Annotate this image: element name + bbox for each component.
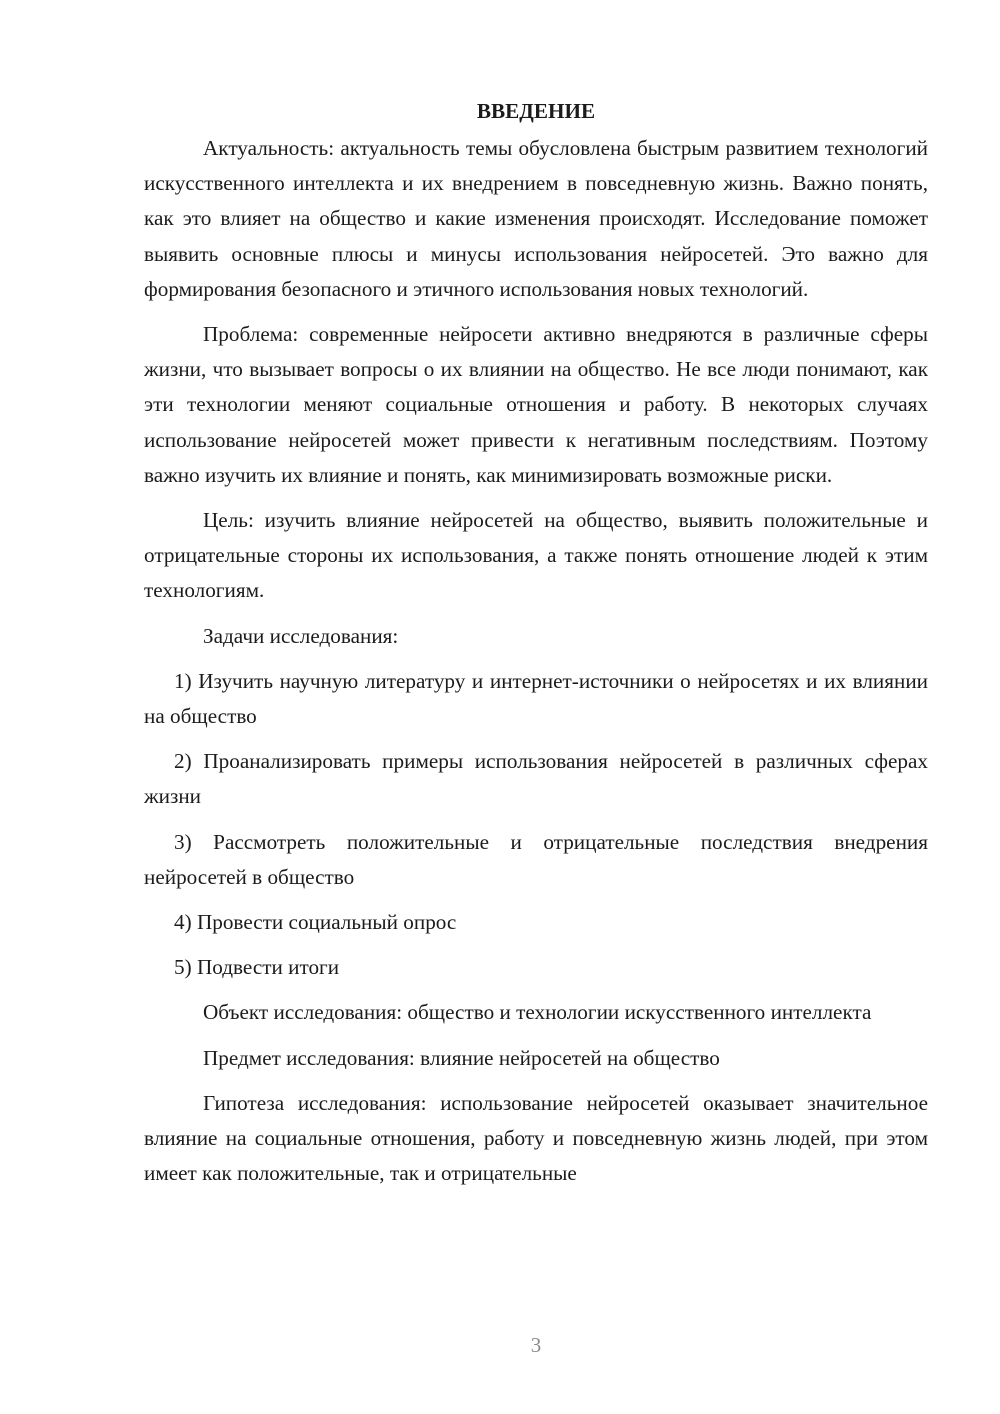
task-item-4: 4) Провести социальный опрос <box>174 910 457 935</box>
paragraph-subject: Предмет исследования: влияние нейросетей на общество <box>203 1045 720 1070</box>
task-item-1: 1) Изучить научную литературу и интернет-источники о нейросетях и их влиянии на общество <box>144 668 928 729</box>
paragraph-object: Объект исследования: общество и технологии искусственного интеллекта <box>203 1000 872 1025</box>
paragraph-goal: Цель: изучить влияние нейросетей на общество, выявить положительные и отрицательные стороны их использования, а также понять отношение людей к этим технологиям. <box>144 508 928 603</box>
task-item-2: 2) Проанализировать примеры использования нейросетей в различных сферах жизни <box>144 749 928 809</box>
task-item-3: 3) Рассмотреть положительные и отрицательные последствия внедрения нейросетей в общество <box>144 829 928 889</box>
document-page <box>144 92 928 1201</box>
section-title: ВВЕДЕНИЕ <box>476 99 596 123</box>
paragraph-tasks-heading: Задачи исследования: <box>203 623 399 648</box>
task-item-5: 5) Подвести итоги <box>174 955 340 980</box>
paragraph-relevance: Актуальность: актуальность темы обусловлена быстрым развитием технологий искусственного интеллекта и их внедрением в повседневную жизнь. Важно понять, как это влияет на общество и какие изменения происходят. Исследование поможет выявить основные плюсы и минусы использования нейросетей. Это важно для формирования безопасного и этичного использования новых технологий. <box>144 136 928 301</box>
page-number: 3 <box>530 1333 542 1357</box>
paragraph-hypothesis: Гипотеза исследования: использование нейросетей оказывает значительное влияние на социальные отношения, работу и повседневную жизнь людей, при этом имеет как положительные, так и отрицательные <box>144 1090 928 1186</box>
paragraph-problem: Проблема: современные нейросети активно внедряются в различные сферы жизни, что вызывает вопросы о их влиянии на общество. Не все люди понимают, как эти технологии меняют социальные отношения и работу. В некоторых случаях использование нейросетей может привести к негативным последствиям. Поэтому важно изучить их влияние и понять, как минимизировать возможные риски. <box>144 322 928 487</box>
